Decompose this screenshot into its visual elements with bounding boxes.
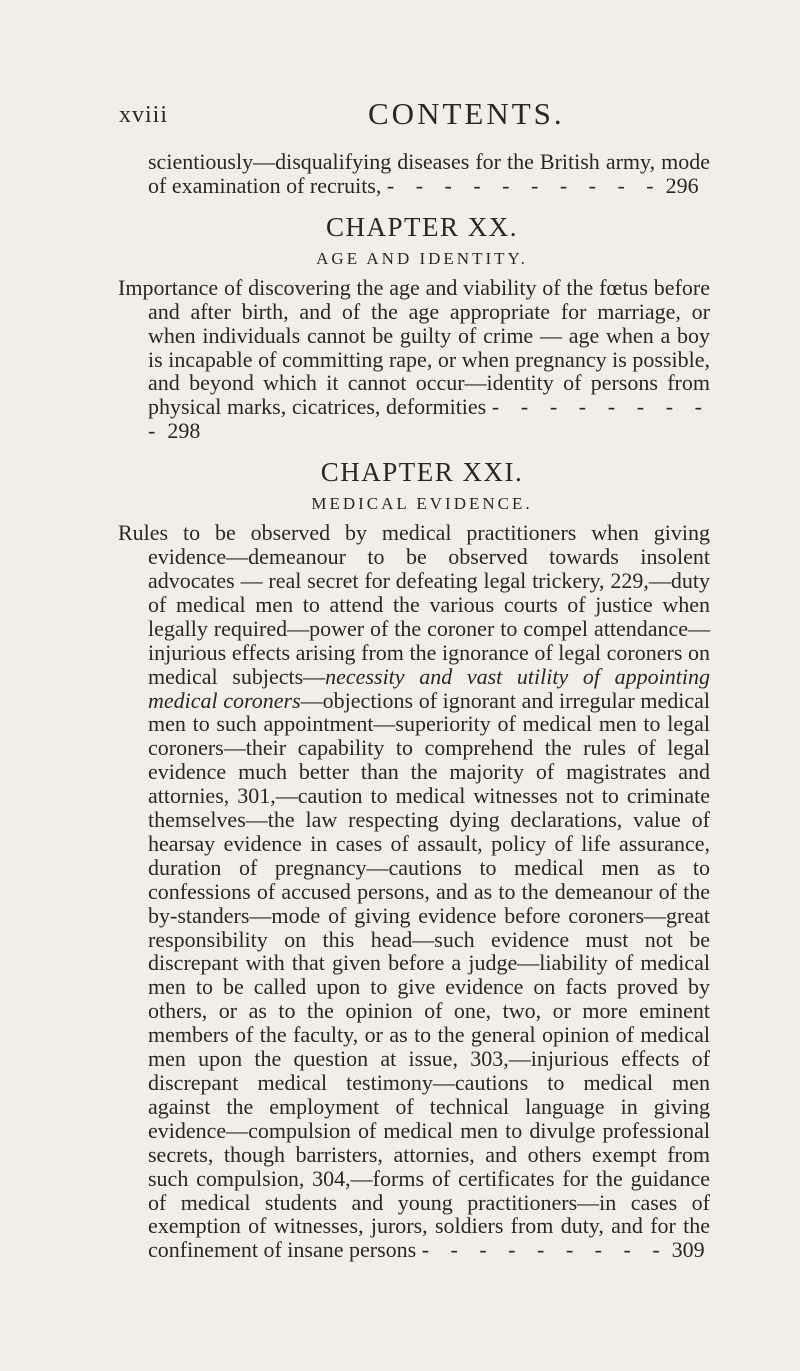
- entry-text: Importance of discovering the age and viability of the fœtus before and after birth, and of the age appropriate for marriage, or when individuals cannot be guilty of crime — age when a boy is incapable of committing rape, or when pregnancy is possible, and beyond which it cannot occur—identity of persons from physical marks, cicatrices, deformities: [118, 274, 710, 420]
- entry-page-number: 298: [167, 418, 201, 444]
- dot-leaders: - - - - - - - - -: [148, 394, 711, 444]
- page-number: xviii: [119, 102, 169, 128]
- toc-entry: [118, 276, 710, 443]
- running-title: CONTENTS.: [368, 96, 565, 131]
- page-header: [0, 96, 800, 136]
- chapter-subtitle: MEDICAL EVIDENCE.: [311, 494, 533, 514]
- entry-page-number: 309: [671, 1237, 705, 1263]
- entry-text-italic: necessity and vast utility of appointing medical coroners: [148, 663, 710, 713]
- entry-page-number: 296: [665, 172, 699, 198]
- dot-leaders: - - - - - - - - - -: [386, 172, 662, 198]
- entry-text: —objections of ignorant and irregular medical men to such appointment—superiority of medical men to legal coroners—their capability to comprehend the rules of legal evidence much better than the majority of magistrates and attornies, 301,—caution to medical witnesses not to criminate themselves—the law respecting dying declarations, value of hearsay evidence in cases of assault, policy of life assurance, duration of pregnancy—cautions to medical men as to confessions of accused persons, and as to the demeanour of the by-standers—mode of giving evidence before coroners—great responsibility on this head—such evidence must not be discrepant with that given before a judge—liability of medical men to be called upon to give evidence on facts proved by others, or as to the opinion of one, two, or more eminent members of the faculty, or as to the general opinion of medical men upon the question at issue, 303,—injurious effects of discrepant medical testimony—cautions to medical men against the employment of technical language in giving evidence—compulsion of medical men to divulge professional secrets, though barristers, attornies, and others exempt from such compulsion, 304,—forms of certificates for the guidance of medical students and young practitioners—in cases of exemption of witnesses, jurors, soldiers from duty, and for the confinement of insane persons: [148, 687, 710, 1263]
- toc-entry: [118, 521, 710, 1262]
- contents-body: [118, 150, 710, 1262]
- chapter-heading: CHAPTER XXI.: [320, 457, 524, 488]
- dot-leaders: - - - - - - - - -: [421, 1237, 668, 1263]
- toc-entry-continued: [118, 150, 710, 198]
- entry-text: scientiously—disqualifying diseases for the British army, mode of examination of recruits,: [148, 149, 710, 198]
- chapter-subtitle: AGE AND IDENTITY.: [316, 248, 528, 268]
- chapter-heading: CHAPTER XX.: [325, 211, 518, 242]
- entry-text: Rules to be observed by medical practitioners when giving evidence—demeanour to be observed towards insolent advocates — real secret for defeating legal trickery, 229,—duty of medical men to attend the various courts of justice when legally required—power of the coroner to compel attendance—injurious effects arising from the ignorance of legal coroners on medical subjects—: [118, 520, 710, 689]
